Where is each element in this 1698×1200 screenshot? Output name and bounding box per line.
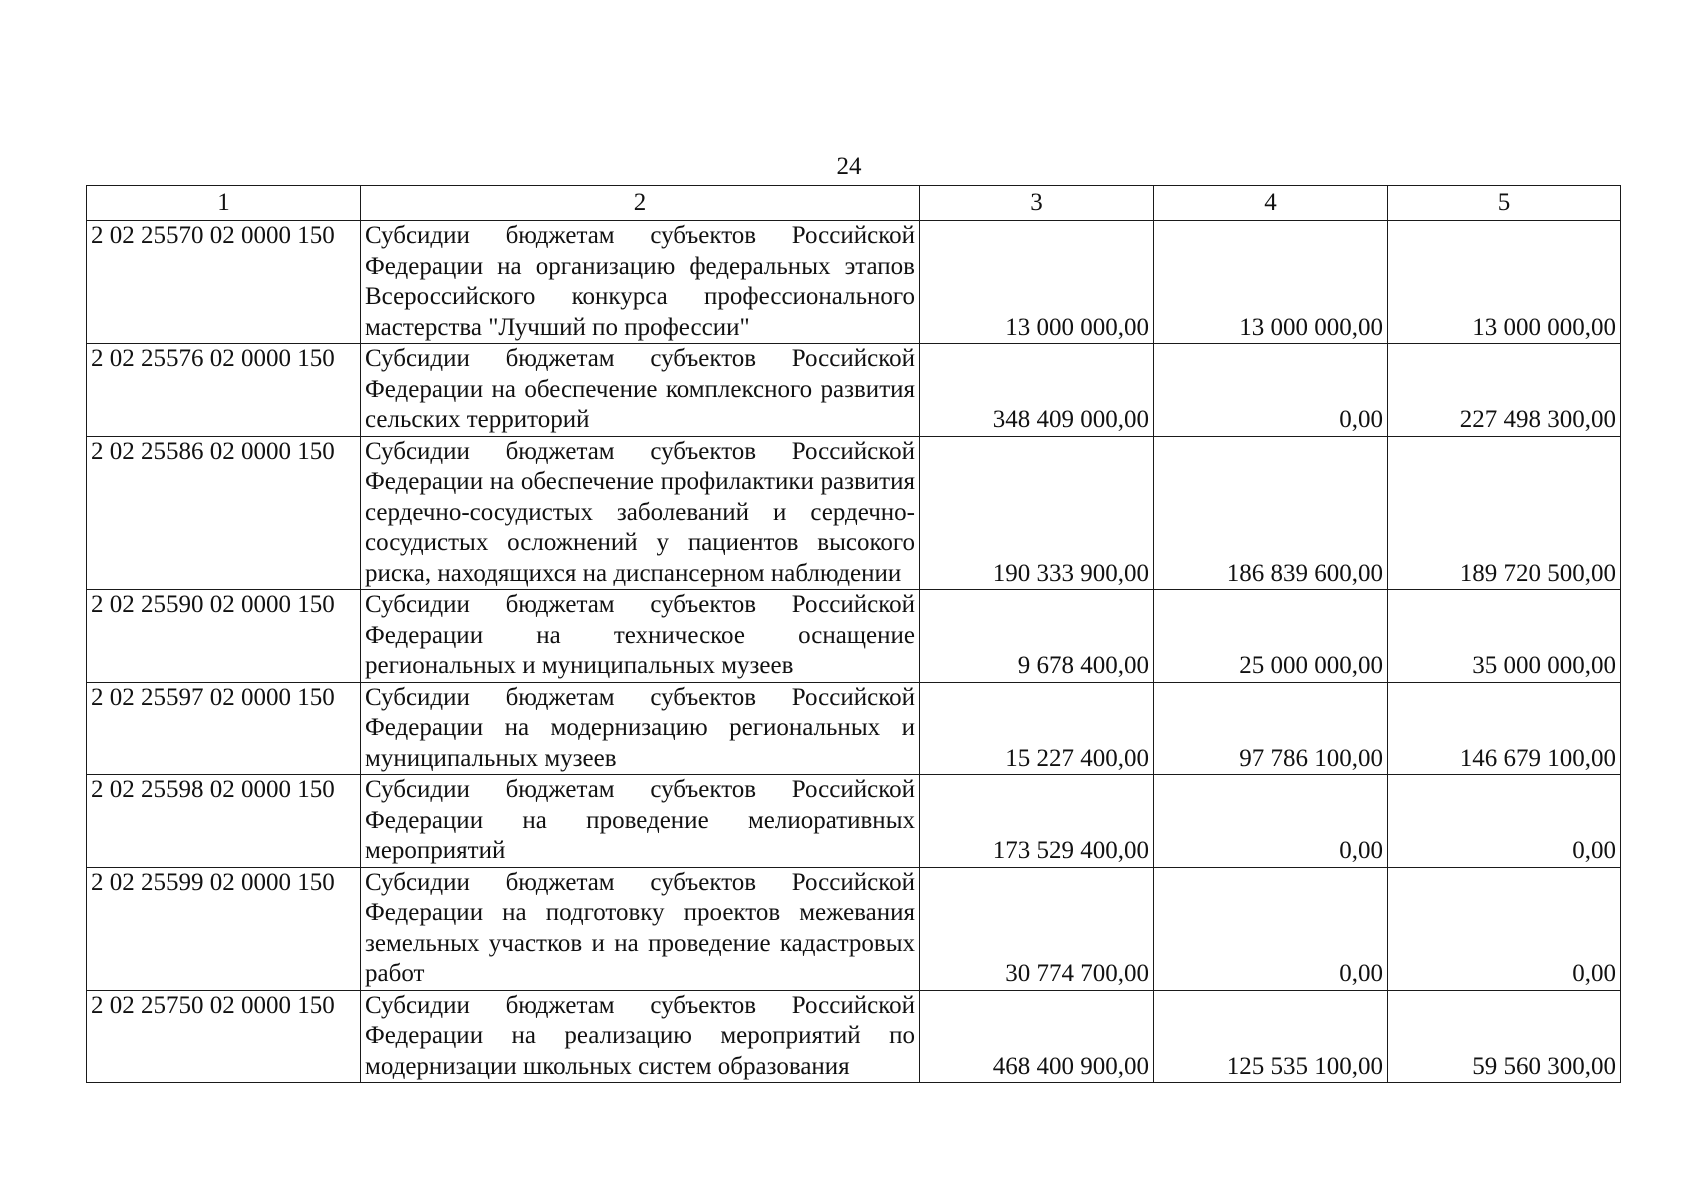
- table-row: [87, 436, 1621, 590]
- table-row: [87, 221, 1621, 344]
- row-amount-col4: 97 786 100,00: [1154, 682, 1388, 775]
- header-col-1: 1: [87, 186, 361, 221]
- table-header: [87, 186, 1621, 221]
- table-row: [87, 682, 1621, 775]
- row-amount-col5: 146 679 100,00: [1388, 682, 1621, 775]
- row-amount-col4: 0,00: [1154, 344, 1388, 437]
- table-row: [87, 775, 1621, 868]
- row-amount-col3: 468 400 900,00: [920, 990, 1154, 1083]
- table-row: [87, 590, 1621, 683]
- row-amount-col4: 125 535 100,00: [1154, 990, 1388, 1083]
- row-code: 2 02 25598 02 0000 150: [87, 775, 361, 868]
- row-code: 2 02 25590 02 0000 150: [87, 590, 361, 683]
- header-row: [87, 186, 1621, 221]
- row-code: 2 02 25597 02 0000 150: [87, 682, 361, 775]
- table-body: [87, 221, 1621, 1083]
- row-amount-col5: 0,00: [1388, 867, 1621, 990]
- row-amount-col5: 0,00: [1388, 775, 1621, 868]
- row-name: Субсидии бюджетам субъектов Российской Федерации на модернизацию региональных и муниципальных музеев: [361, 682, 920, 775]
- table-row: [87, 867, 1621, 990]
- header-col-3: 3: [920, 186, 1154, 221]
- row-amount-col4: 13 000 000,00: [1154, 221, 1388, 344]
- header-col-2: 2: [361, 186, 920, 221]
- row-name: Субсидии бюджетам субъектов Российской Федерации на техническое оснащение региональных и муниципальных музеев: [361, 590, 920, 683]
- row-amount-col4: 25 000 000,00: [1154, 590, 1388, 683]
- row-name: Субсидии бюджетам субъектов Российской Федерации на обеспечение профилактики развития сердечно-сосудистых заболеваний и сердечно-сосудистых осложнений у пациентов высокого риска, находящихся на диспансерном наблюдении: [361, 436, 920, 590]
- row-name: Субсидии бюджетам субъектов Российской Федерации на реализацию мероприятий по модернизации школьных систем образования: [361, 990, 920, 1083]
- row-amount-col5: 189 720 500,00: [1388, 436, 1621, 590]
- row-code: 2 02 25586 02 0000 150: [87, 436, 361, 590]
- row-name: Субсидии бюджетам субъектов Российской Федерации на обеспечение комплексного развития сельских территорий: [361, 344, 920, 437]
- row-amount-col3: 9 678 400,00: [920, 590, 1154, 683]
- row-amount-col3: 190 333 900,00: [920, 436, 1154, 590]
- row-amount-col5: 227 498 300,00: [1388, 344, 1621, 437]
- budget-table: [86, 185, 1621, 1083]
- row-amount-col3: 15 227 400,00: [920, 682, 1154, 775]
- row-amount-col4: 186 839 600,00: [1154, 436, 1388, 590]
- row-amount-col3: 13 000 000,00: [920, 221, 1154, 344]
- header-col-4: 4: [1154, 186, 1388, 221]
- table-row: [87, 990, 1621, 1083]
- page-number: 24: [836, 153, 862, 180]
- row-amount-col5: 59 560 300,00: [1388, 990, 1621, 1083]
- row-amount-col4: 0,00: [1154, 867, 1388, 990]
- row-amount-col3: 30 774 700,00: [920, 867, 1154, 990]
- header-col-5: 5: [1388, 186, 1621, 221]
- row-code: 2 02 25576 02 0000 150: [87, 344, 361, 437]
- row-name: Субсидии бюджетам субъектов Российской Федерации на подготовку проектов межевания земельных участков и на проведение кадастровых работ: [361, 867, 920, 990]
- row-code: 2 02 25599 02 0000 150: [87, 867, 361, 990]
- row-code: 2 02 25750 02 0000 150: [87, 990, 361, 1083]
- row-amount-col3: 348 409 000,00: [920, 344, 1154, 437]
- row-amount-col5: 35 000 000,00: [1388, 590, 1621, 683]
- row-amount-col5: 13 000 000,00: [1388, 221, 1621, 344]
- table-row: [87, 344, 1621, 437]
- row-amount-col3: 173 529 400,00: [920, 775, 1154, 868]
- row-amount-col4: 0,00: [1154, 775, 1388, 868]
- row-name: Субсидии бюджетам субъектов Российской Федерации на организацию федеральных этапов Всероссийского конкурса профессионального мастерства "Лучший по профессии": [361, 221, 920, 344]
- row-code: 2 02 25570 02 0000 150: [87, 221, 361, 344]
- row-name: Субсидии бюджетам субъектов Российской Федерации на проведение мелиоративных мероприятий: [361, 775, 920, 868]
